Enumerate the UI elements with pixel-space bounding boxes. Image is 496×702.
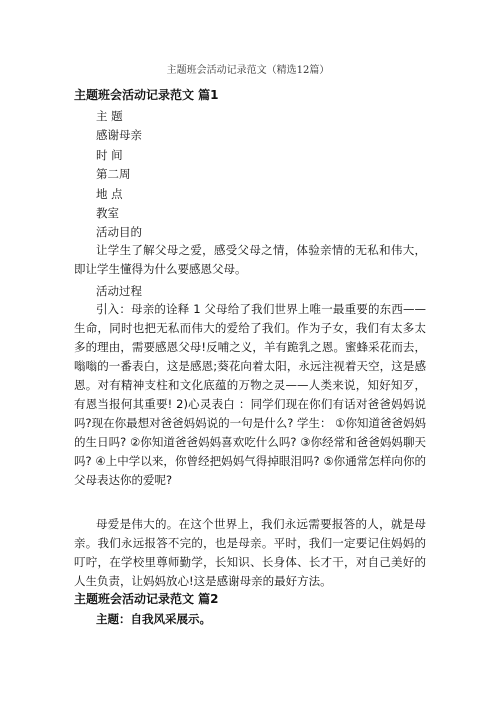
purpose-paragraph: 让学生了解父母之爱，感受父母之情，体验亲情的无私和伟大，即让学生懂得为什么要感恩父母。 (74, 243, 426, 276)
section-1-heading: 主题班会活动记录范文 篇1 (74, 88, 219, 102)
theme-value: 感谢母亲 (96, 128, 142, 142)
document-title: 主题班会活动记录范文（精选12篇） (166, 65, 330, 76)
section-2-heading: 主题班会活动记录范文 篇2 (74, 592, 219, 606)
section-2-theme: 主题：自我风采展示。 (96, 612, 211, 626)
label-process: 活动过程 (96, 284, 142, 298)
intro-paragraph: 引入：母亲的诠释 1 父母给了我们世界上唯一最重要的东西——生命，同时也把无私而伟大的爱给了我们。作为子女，我们有太多太多的理由，需要感恩父母!反哺之义，羊有跪乳之恩。蜜蜂采花而去，嗡嗡的一番表白，这是感恩;葵花向着太阳，永远注视着天空，这是感恩。对有精神支柱和文化底蕴的万物之灵——人类来说，知好知歹，有恩当报何其重要! 2)心灵表白 ：同学们现在你们有话对爸爸妈妈说吗?现在你最想对爸爸妈妈说的一句是什么? 学生： ①你知道爸爸妈妈的生日吗? ②你知道爸爸妈妈喜欢吃什么吗? ③你经常和爸爸妈妈聊天吗? ④上中学以来，你曾经把妈妈气得掉眼泪吗? ⑤你通常怎样向你的父母表达你的爱呢? (74, 302, 426, 487)
label-location: 地 点 (96, 187, 123, 201)
label-purpose: 活动目的 (96, 225, 142, 239)
conclusion-paragraph: 母爱是伟大的。在这个世界上，我们永远需要报答的人，就是母亲。我们永远报答不完的，也是母亲。平时，我们一定要记住妈妈的叮咛，在学校里尊师勤学，长知识、长身体、长才干，对自己美好的人生负责，让妈妈放心!这是感谢母亲的最好方法。 (74, 517, 426, 588)
label-time: 时 间 (96, 148, 123, 162)
label-theme: 主 题 (96, 109, 123, 123)
time-value: 第二周 (96, 167, 131, 181)
location-value: 教室 (96, 206, 119, 220)
